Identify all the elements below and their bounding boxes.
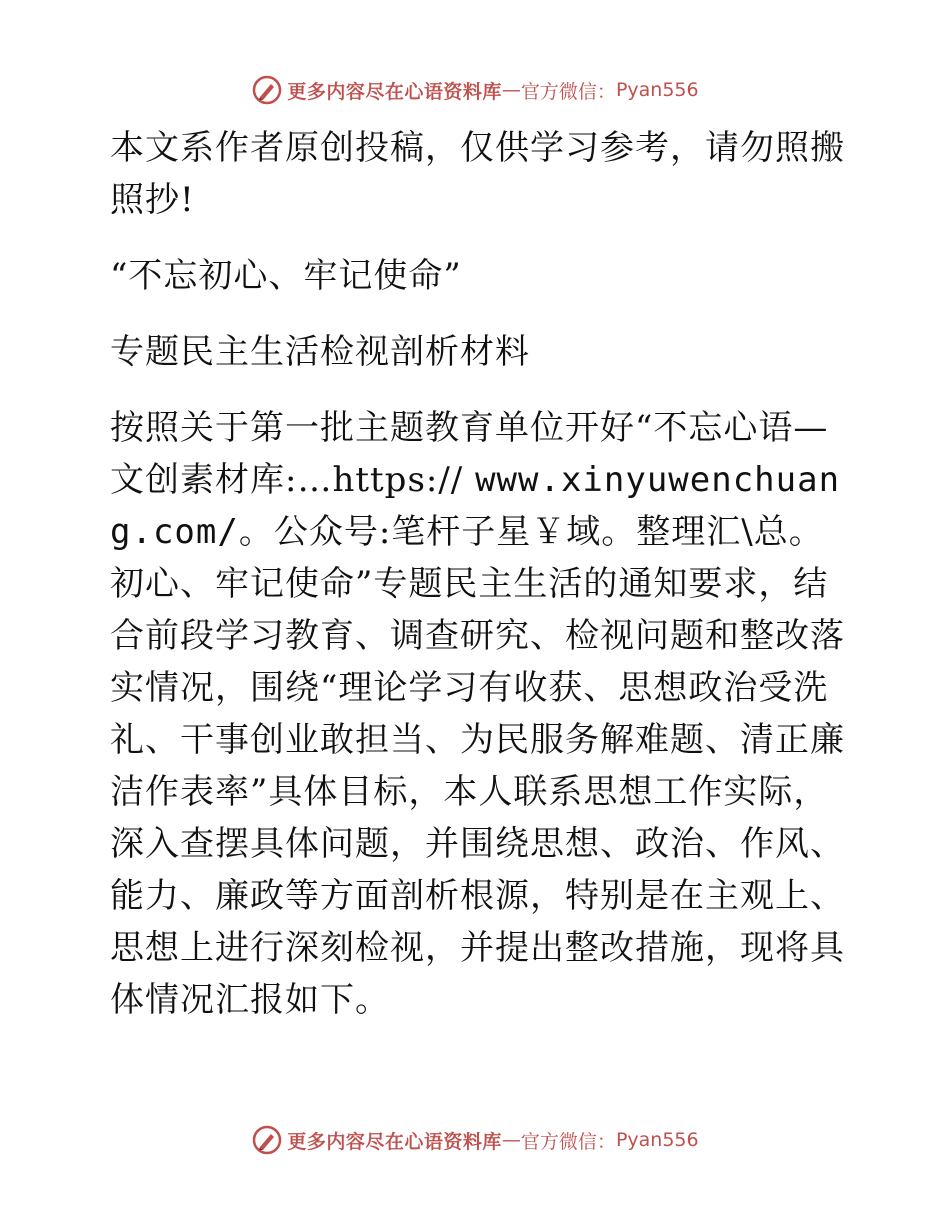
header-banner xyxy=(0,70,950,110)
footer-banner-separator: — xyxy=(501,1129,521,1151)
banner-text: 更多内容尽在心语资料库 xyxy=(287,80,502,103)
pen-logo-icon xyxy=(251,1124,283,1156)
body-url: www.xinyuwenchuang.com/ xyxy=(110,460,841,552)
title-line-2: 专题民主生活检视剖析材料 xyxy=(110,332,530,372)
disclaimer: 本文系作者原创投稿，仅供学习参考，请勿照搬照抄! xyxy=(110,128,845,220)
title-line-1: “不忘初心、牢记使命” xyxy=(110,256,462,296)
banner-wechat-id: Pyan556 xyxy=(615,79,699,101)
banner-wechat-label: 官方微信： xyxy=(520,80,616,103)
document-body xyxy=(98,122,858,1026)
body-part-1: 按照关于第一批主题教育单位开好“不忘心语—文创素材库:…https:// xyxy=(110,408,829,500)
body-part-2: 。公众号:笔杆子星￥域。整理汇\总。初心、牢记使命”专题民主生活的通知要求，结合前段学习教育、调查研究、检视问题和整改落实情况，围绕“理论学习有收获、思想政治受洗礼、干事创业敢担当、为民服务解难题、清正廉洁作表率”具体目标，本人联系思想工作实际，深入查摆具体问题，并围绕思想、政治、作风、能力、廉政等方面剖析根源，特别是在主观上、思想上进行深刻检视，并提出整改措施，现将具体情况汇报如下。 xyxy=(110,512,845,1020)
footer-banner xyxy=(0,1120,950,1160)
footer-wechat-label: 官方微信： xyxy=(520,1130,616,1153)
body-paragraph xyxy=(98,402,858,1026)
footer-wechat-id: Pyan556 xyxy=(615,1129,699,1151)
pen-logo-icon xyxy=(251,74,283,106)
banner-separator: — xyxy=(501,79,521,101)
footer-banner-text: 更多内容尽在心语资料库 xyxy=(287,1130,502,1153)
